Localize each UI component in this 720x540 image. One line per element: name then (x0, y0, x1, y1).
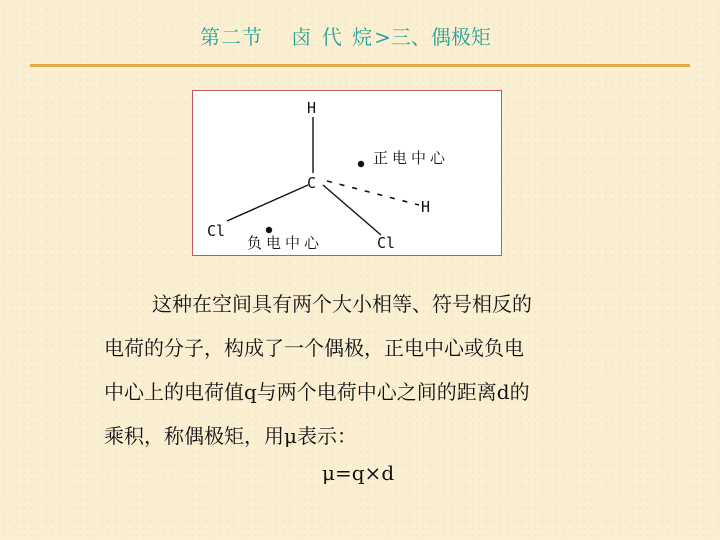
dipole-formula: μ=q×d (322, 461, 395, 485)
atom-cl-right: Cl (377, 234, 396, 252)
positive-center-dot (358, 161, 364, 167)
molecule-diagram (192, 90, 502, 256)
bond-c-cl-left (227, 185, 308, 221)
negative-center-dot (266, 227, 272, 233)
atom-h-top: H (307, 99, 317, 117)
bond-c-h-right (327, 181, 419, 205)
paragraph-line: 电荷的分子，构成了一个偶极，正电中心或负电 (104, 336, 524, 360)
section-label: 第二节 (200, 25, 263, 49)
chapter-label: 卤 代 烷 (291, 25, 375, 49)
atom-h-right: H (421, 198, 431, 216)
atom-carbon: C (307, 174, 317, 192)
breadcrumb-separator: > (374, 25, 391, 49)
atom-cl-left: Cl (207, 222, 226, 240)
positive-center-label: 正电中心 (373, 149, 450, 167)
paragraph-line: 乘积，称偶极矩，用μ表示： (104, 424, 357, 448)
topic-label: 三、偶极矩 (390, 25, 491, 49)
paragraph-line: 这种在空间具有两个大小相等、符号相反的 (152, 292, 532, 316)
slide-title (200, 22, 491, 52)
definition-paragraph (104, 282, 624, 458)
paragraph-line: 中心上的电荷值q与两个电荷中心之间的距离d的 (104, 380, 530, 404)
bond-c-cl-right (323, 185, 381, 235)
molecule-svg (193, 91, 503, 257)
negative-center-label: 负电中心 (247, 234, 324, 252)
title-divider (30, 64, 690, 67)
